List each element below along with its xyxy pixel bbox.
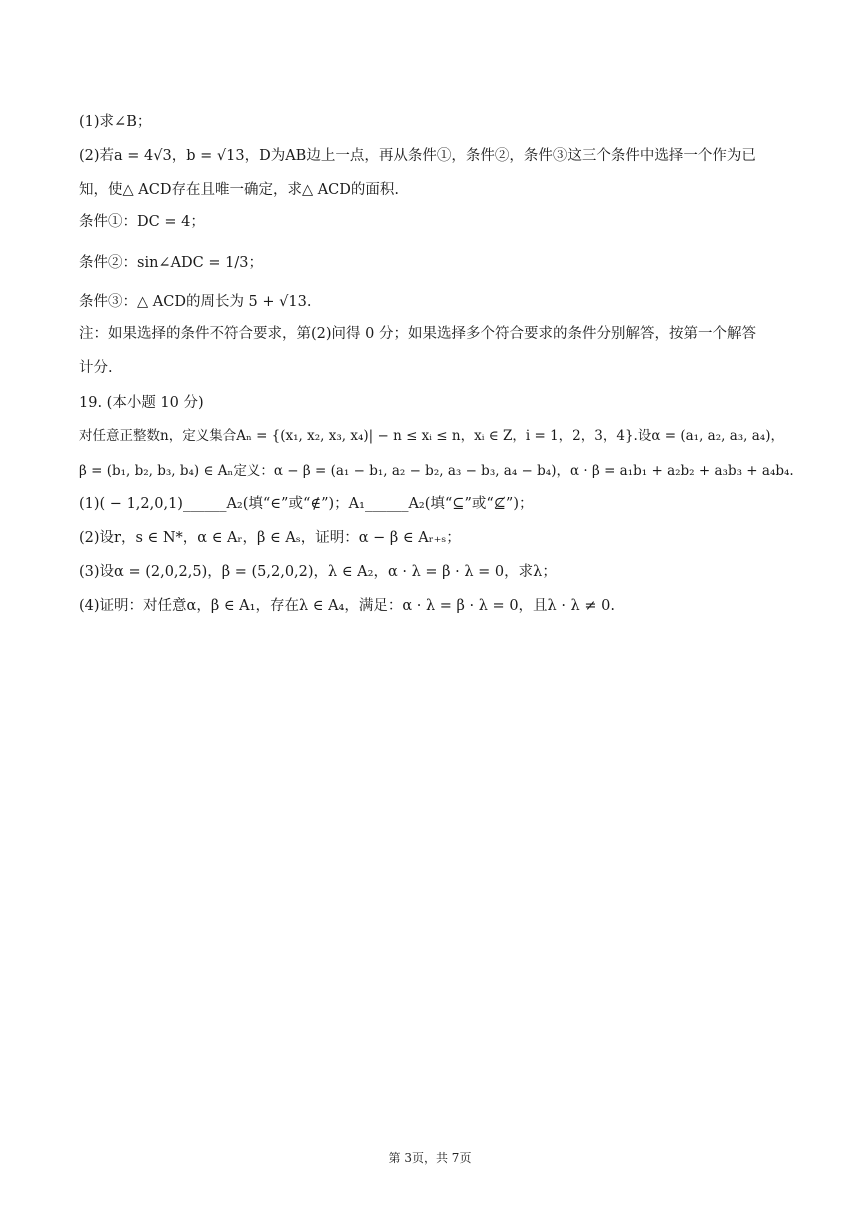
text-line-2: (2)若a = 4√3，b = √13，D为AB边上一点，再从条件①，条件②，条件③这三个条件中选择一个作为已 <box>79 148 756 164</box>
text-line-14: (3)设α = (2,0,2,5)，β = (5,2,0,2)，λ ∈ A₂，α · λ = β · λ = 0，求λ； <box>79 564 557 580</box>
problem-19-title: 19. (本小题 10 分) <box>79 395 204 411</box>
text-line-6: 条件③：△ ACD的周长为 5 + √13. <box>79 294 312 310</box>
text-line-5: 条件②：sin∠ADC = 1/3； <box>79 255 263 271</box>
text-line-4: 条件①：DC = 4； <box>79 214 205 230</box>
text-line-15: (4)证明：对任意α，β ∈ A₁，存在λ ∈ A₄，满足：α · λ = β · λ = 0，且λ · λ ≠ 0. <box>79 598 615 614</box>
text-line-11: β = (b₁, b₂, b₃, b₄) ∈ Aₙ定义：α − β = (a₁ − b₁, a₂ − b₂, a₃ − b₃, a₄ − b₄)，α · β = a₁b₁ + a₂b₂ + a₃b₃ + a₄b₄. <box>79 463 794 479</box>
text-line-10: 对任意正整数n，定义集合Aₙ = {(x₁, x₂, x₃, x₄)| − n ≤ xᵢ ≤ n，xᵢ ∈ Z，i = 1，2，3，4}.设α = (a₁, a₂, a₃, a₄)， <box>79 428 784 444</box>
text-line-13: (2)设r，s ∈ N*，α ∈ Aᵣ，β ∈ Aₛ，证明：α − β ∈ Aᵣ₊ₛ； <box>79 530 461 546</box>
text-line-3: 知，使△ ACD存在且唯一确定，求△ ACD的面积. <box>79 182 400 198</box>
page-footer: 第 3页，共 7页 <box>388 1151 472 1165</box>
text-line-1: (1)求∠B； <box>79 114 152 130</box>
text-line-12: (1)( − 1,2,0,1)______A₂(填“∈”或“∉”)；A₁______A₂(填“⊆”或“⊈”)； <box>79 496 534 512</box>
text-line-7: 注：如果选择的条件不符合要求，第(2)问得 0 分；如果选择多个符合要求的条件分别解答，按第一个解答 <box>79 326 756 342</box>
text-line-8: 计分. <box>79 360 113 376</box>
